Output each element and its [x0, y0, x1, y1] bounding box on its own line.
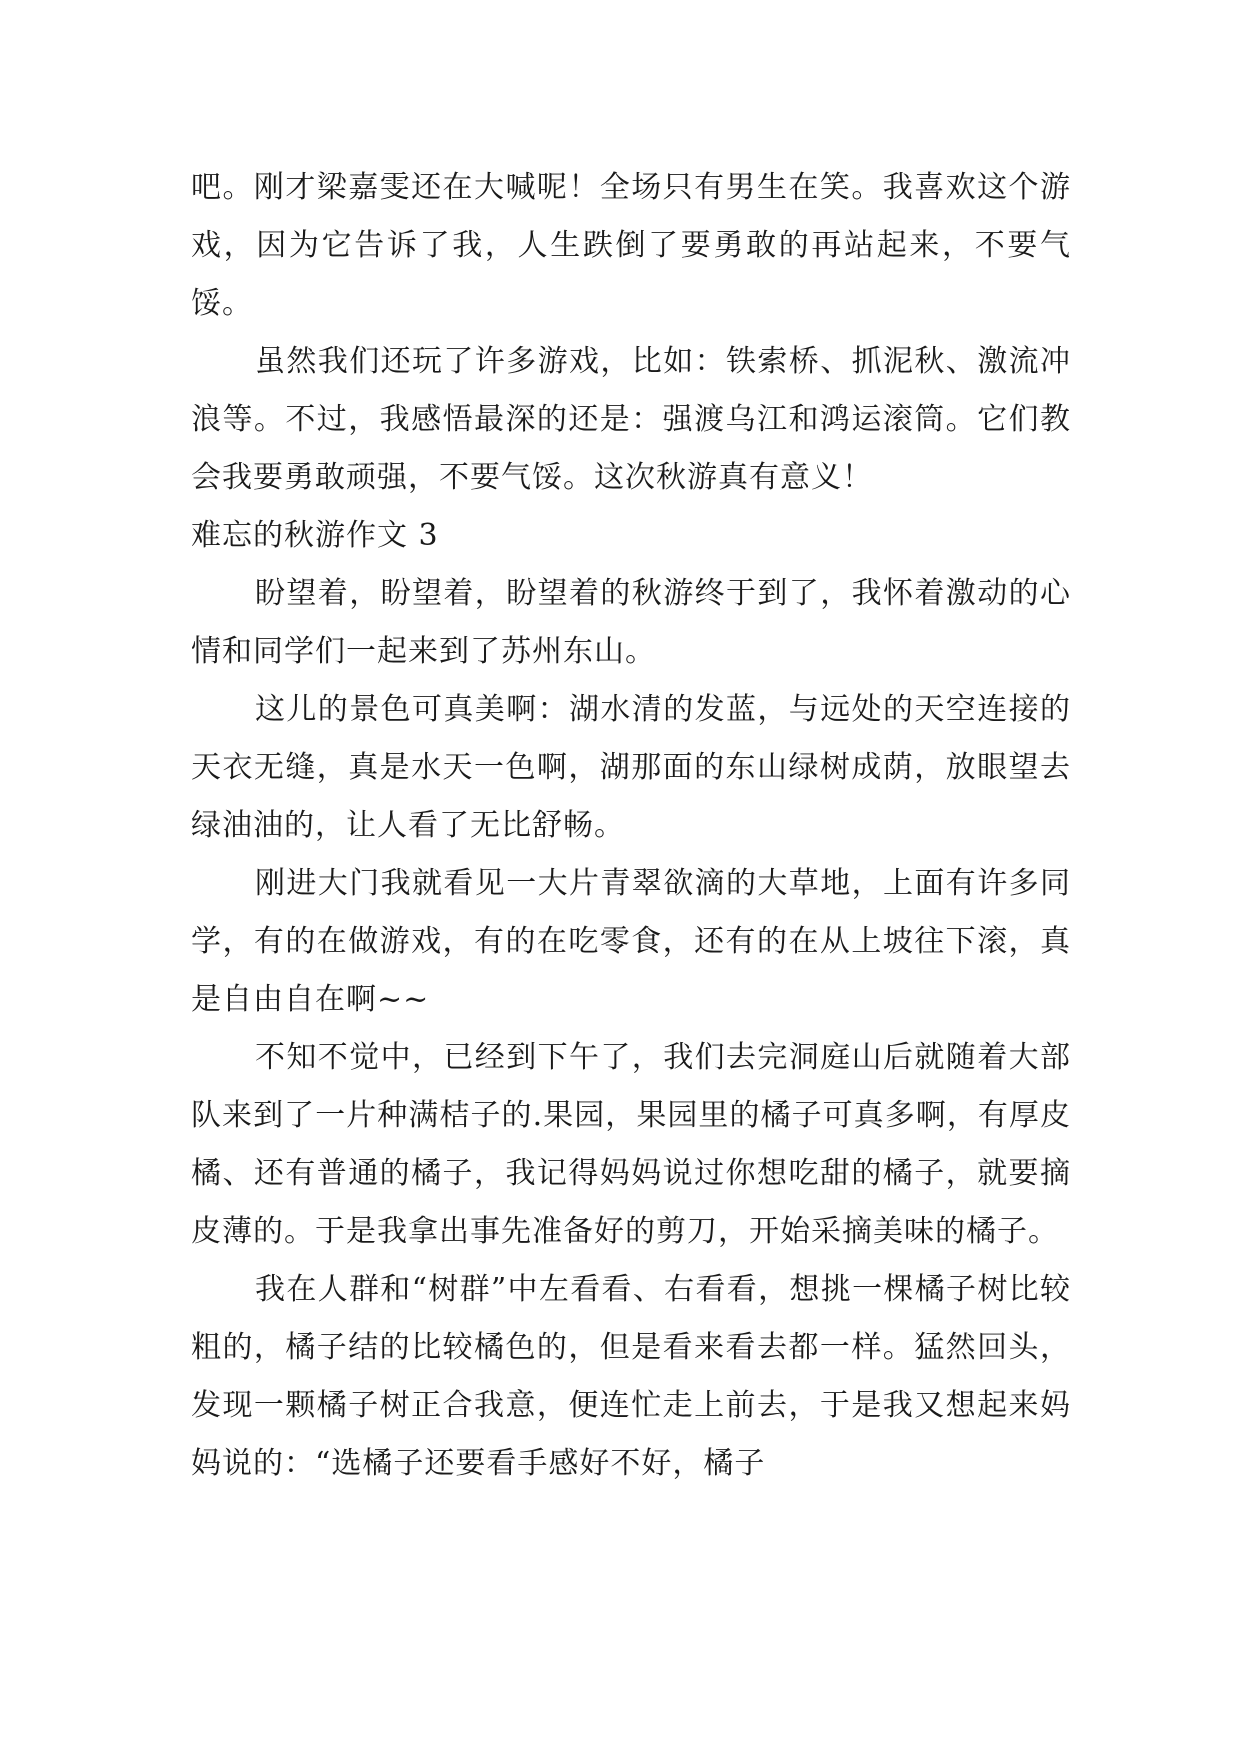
document-body: [191, 159, 1071, 1493]
paragraph: 我在人群和“树群”中左看看、右看看，想挑一棵橘子树比较粗的，橘子结的比较橘色的，但是看来看去都一样。猛然回头，发现一颗橘子树正合我意，便连忙走上前去，于是我又想起来妈妈说的：“选橘子还要看手感好不好，橘子: [191, 1272, 1071, 1481]
section-heading: 难忘的秋游作文 3: [191, 518, 439, 553]
paragraph-continued: 吧。刚才梁嘉雯还在大喊呢！全场只有男生在笑。我喜欢这个游戏，因为它告诉了我，人生跌倒了要勇敢的再站起来，不要气馁。: [191, 170, 1071, 321]
paragraph: 不知不觉中，已经到下午了，我们去完洞庭山后就随着大部队来到了一片种满桔子的.果园，果园里的橘子可真多啊，有厚皮橘、还有普通的橘子，我记得妈妈说过你想吃甜的橘子，就要摘皮薄的。于是我拿出事先准备好的剪刀，开始采摘美味的橘子。: [191, 1040, 1071, 1249]
paragraph: 刚进大门我就看见一大片青翠欲滴的大草地，上面有许多同学，有的在做游戏，有的在吃零食，还有的在从上坡往下滚，真是自由自在啊~~: [191, 866, 1071, 1017]
paragraph: 虽然我们还玩了许多游戏，比如：铁索桥、抓泥秋、激流冲浪等。不过，我感悟最深的还是：强渡乌江和鸿运滚筒。它们教会我要勇敢顽强，不要气馁。这次秋游真有意义！: [191, 344, 1071, 495]
paragraph: 这儿的景色可真美啊：湖水清的发蓝，与远处的天空连接的天衣无缝，真是水天一色啊，湖那面的东山绿树成荫，放眼望去绿油油的，让人看了无比舒畅。: [191, 692, 1071, 843]
paragraph: 盼望着，盼望着，盼望着的秋游终于到了，我怀着激动的心情和同学们一起来到了苏州东山。: [191, 576, 1071, 669]
